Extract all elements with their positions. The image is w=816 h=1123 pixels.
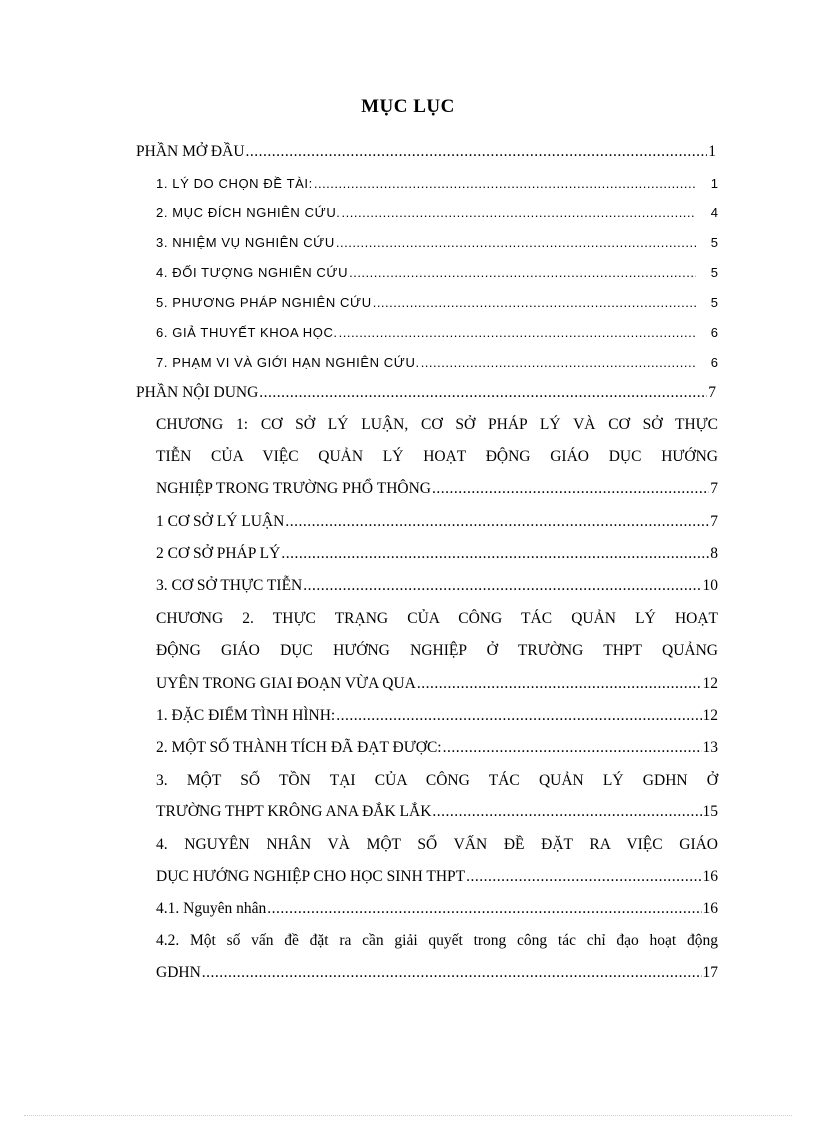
toc-entry-chuong-2: [156, 675, 718, 693]
page-bottom-divider: [24, 1115, 792, 1116]
toc-entry-label: 4. ĐỐI TƯỢNG NGHIÊN CỨU: [156, 265, 349, 280]
toc-entry-nguyen-nhan-van-de: [156, 868, 718, 886]
dot-leader: [432, 803, 701, 821]
dot-leader: [314, 176, 696, 191]
toc-entry-chuong-1: [156, 480, 718, 498]
toc-page-number: 6: [710, 325, 718, 340]
dot-leader: [336, 235, 696, 250]
dot-leader: [303, 577, 701, 595]
toc-title: MỤC LỤC: [361, 96, 455, 117]
toc-entry-label: 3. CƠ SỞ THỰC TIỄN: [156, 577, 303, 594]
toc-entry-co-so-ly-luan: [156, 513, 718, 531]
dot-leader: [443, 739, 702, 757]
toc-page-number: 10: [702, 577, 718, 594]
toc-entry-label: 1. ĐẶC ĐIỂM TÌNH HÌNH:: [156, 707, 336, 724]
dot-leader: [281, 545, 709, 563]
toc-page-number: 7: [708, 384, 716, 401]
toc-entry-label: 1. LÝ DO CHỌN ĐỀ TÀI:: [156, 176, 313, 191]
toc-entry-thanh-tich: [156, 739, 718, 757]
toc-page-number: 1: [710, 176, 718, 191]
dot-leader: [421, 355, 696, 370]
toc-entry-label: 6. GIẢ THUYẾT KHOA HỌC.: [156, 325, 338, 340]
dot-leader: [339, 325, 696, 340]
toc-entry-label: NGHIỆP TRONG TRƯỜNG PHỔ THÔNG: [156, 480, 431, 497]
dot-leader: [259, 384, 707, 402]
toc-entry-doi-tuong: [156, 265, 718, 280]
toc-page-number: 15: [702, 803, 718, 820]
toc-page-number: 1: [708, 143, 716, 160]
toc-entry-phuong-phap: [156, 295, 718, 310]
toc-entry-co-so-thuc-tien: [156, 577, 718, 595]
dot-leader: [349, 265, 696, 280]
toc-entry-label: DỤC HƯỚNG NGHIỆP CHO HỌC SINH THPT: [156, 868, 466, 885]
toc-entry-muc-dich: [156, 205, 718, 220]
toc-page-number: 12: [702, 707, 718, 724]
toc-entry-label: PHẦN MỞ ĐẦU: [136, 143, 245, 160]
toc-entry-label: UYÊN TRONG GIAI ĐOẠN VỪA QUA: [156, 675, 416, 692]
chapter-2-heading-line-2: ĐỘNG GIÁO DỤC HƯỚNG NGHIỆP Ở TRƯỜNG THPT QUẢNG: [156, 642, 718, 659]
toc-entry-label: 4.1. Nguyên nhân: [156, 900, 267, 917]
chapter-2-heading-line-1: CHƯƠNG 2. THỰC TRẠNG CỦA CÔNG TÁC QUẢN LÝ HOẠT: [156, 610, 718, 627]
toc-entry-label: GDHN: [156, 964, 201, 981]
dot-leader: [246, 143, 708, 161]
toc-entry-mo-dau: [136, 143, 716, 161]
toc-entry-dac-diem: [156, 707, 718, 725]
toc-page-number: 6: [710, 355, 718, 370]
dot-leader: [466, 868, 701, 886]
dot-leader: [267, 900, 701, 918]
toc-entry-label: 3. NHIỆM VỤ NGHIÊN CỨU: [156, 235, 335, 250]
section-4-heading-line-1: 4. NGUYÊN NHÂN VÀ MỘT SỐ VẤN ĐỀ ĐẶT RA VIỆC GIÁO: [156, 836, 718, 853]
toc-entry-ton-tai: [156, 803, 718, 821]
toc-entry-label: 7. PHẠM VI VÀ GIỚI HẠN NGHIÊN CỨU.: [156, 355, 420, 370]
toc-page-number: 5: [710, 265, 718, 280]
section-4-2-heading-line-1: 4.2. Một số vấn đề đặt ra cần giải quyết trong công tác chỉ đạo hoạt động: [156, 932, 718, 949]
dot-leader: [202, 964, 702, 982]
toc-entry-label: TRƯỜNG THPT KRÔNG ANA ĐẮK LẮK: [156, 803, 432, 820]
toc-page-number: 7: [710, 513, 718, 530]
toc-entry-ly-do: [156, 176, 718, 191]
toc-page-number: 16: [702, 868, 718, 885]
toc-entry-label: 2. MỘT SỐ THÀNH TÍCH ĐÃ ĐẠT ĐƯỢC:: [156, 739, 442, 756]
toc-page-number: 4: [710, 205, 718, 220]
toc-entry-gia-thuyet: [156, 325, 718, 340]
toc-page-number: 8: [710, 545, 718, 562]
section-3-heading-line-1: 3. MỘT SỐ TỒN TẠI CỦA CÔNG TÁC QUẢN LÝ GDHN Ở: [156, 772, 718, 789]
dot-leader: [373, 295, 696, 310]
toc-page-number: 5: [710, 235, 718, 250]
toc-entry-van-de-dat-ra: [156, 964, 718, 982]
dot-leader: [342, 205, 696, 220]
toc-entry-label: 5. PHƯƠNG PHÁP NGHIÊN CỨU: [156, 295, 372, 310]
toc-entry-nguyen-nhan: [156, 900, 718, 918]
toc-entry-co-so-phap-ly: [156, 545, 718, 563]
dot-leader: [417, 675, 702, 693]
toc-entry-label: 1 CƠ SỞ LÝ LUẬN: [156, 513, 285, 530]
chapter-1-heading-line-2: TIỄN CỦA VIỆC QUẢN LÝ HOẠT ĐỘNG GIÁO DỤC HƯỚNG: [156, 448, 718, 465]
toc-entry-noi-dung: [136, 384, 716, 402]
toc-page-number: 13: [702, 739, 718, 756]
dot-leader: [285, 513, 709, 531]
dot-leader: [336, 707, 701, 725]
toc-page-number: 17: [702, 964, 718, 981]
toc-page-number: 5: [710, 295, 718, 310]
toc-entry-label: 2 CƠ SỞ PHÁP LÝ: [156, 545, 281, 562]
chapter-1-heading-line-1: CHƯƠNG 1: CƠ SỞ LÝ LUẬN, CƠ SỞ PHÁP LÝ VÀ CƠ SỞ THỰC: [156, 416, 718, 433]
toc-entry-nhiem-vu: [156, 235, 718, 250]
toc-entry-pham-vi: [156, 355, 718, 370]
toc-page-number: 12: [702, 675, 718, 692]
toc-page-number: 7: [710, 480, 718, 497]
toc-entry-label: 2. MỤC ĐÍCH NGHIÊN CỨU.: [156, 205, 341, 220]
toc-page-number: 16: [702, 900, 718, 917]
dot-leader: [432, 480, 709, 498]
toc-entry-label: PHẦN NỘI DUNG: [136, 384, 259, 401]
